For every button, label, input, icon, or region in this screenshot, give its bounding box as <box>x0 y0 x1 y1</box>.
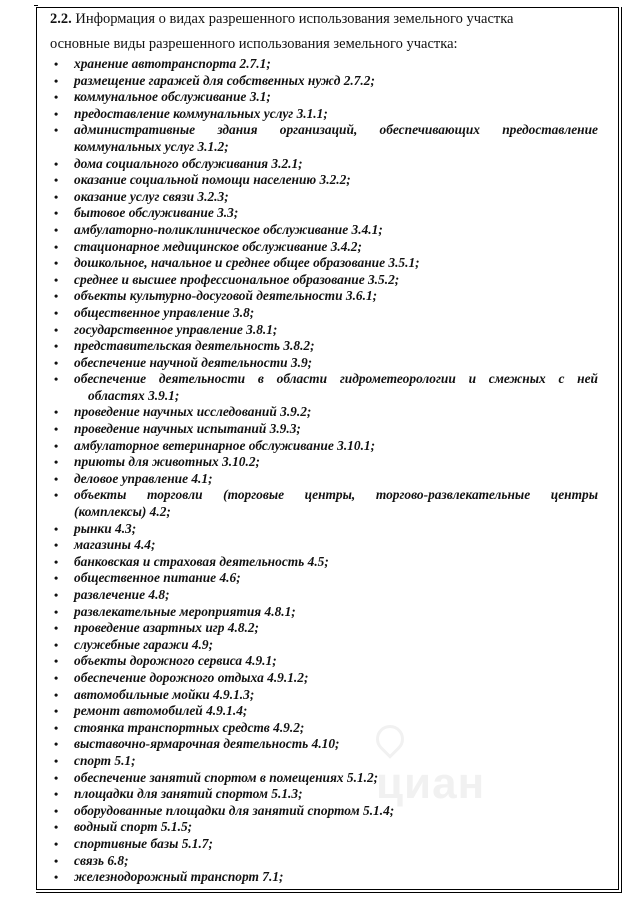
bullet-icon: • <box>54 272 59 287</box>
list-item-text: предоставление коммунальных услуг 3.1.1; <box>74 105 328 121</box>
list-item <box>50 355 598 372</box>
list-item <box>50 255 598 272</box>
list-item-text: развлекательные мероприятия 4.8.1; <box>74 603 296 619</box>
bullet-icon: • <box>54 173 59 188</box>
list-item <box>50 637 598 654</box>
section-number: 2.2. <box>50 11 72 27</box>
list-item-text: объекты торговли (торговые центры, торгово-развлекательные центры <box>74 487 598 503</box>
watermark-text: циан <box>376 759 486 808</box>
list-item-text: оборудованные площадки для занятий спортом 5.1.4; <box>74 802 395 818</box>
list-item-text: административные здания организаций, обеспечивающих предоставление <box>74 122 598 138</box>
list-item-continuation: областях 3.9.1; <box>88 387 180 403</box>
list-item <box>50 770 598 787</box>
list-item <box>50 521 598 538</box>
bullet-icon: • <box>54 289 59 304</box>
list-item <box>50 222 598 239</box>
list-item-text: спорт 5.1; <box>74 752 136 768</box>
list-item-text: представительская деятельность 3.8.2; <box>74 338 315 354</box>
list-item <box>50 620 598 637</box>
list-item <box>50 106 598 123</box>
list-item <box>50 853 598 870</box>
list-item-text: банковская и страховая деятельность 4.5; <box>74 553 329 569</box>
list-item <box>50 587 598 604</box>
list-item-text: государственное управление 3.8.1; <box>74 321 278 337</box>
list-item-text: проведение научных исследований 3.9.2; <box>74 404 312 420</box>
list-item-text: хранение автотранспорта 2.7.1; <box>74 56 271 71</box>
list-item-text: выставочно-ярмарочная деятельность 4.10; <box>74 736 340 752</box>
bullet-icon: • <box>54 438 59 453</box>
list-item <box>50 421 598 438</box>
list-item <box>50 736 598 753</box>
list-item-text: обеспечение дорожного отдыха 4.9.1.2; <box>74 669 309 685</box>
list-item <box>50 703 598 720</box>
bullet-icon: • <box>54 455 59 470</box>
list-item-text: служебные гаражи 4.9; <box>74 636 214 652</box>
list-item <box>50 554 598 571</box>
bullet-icon: • <box>54 488 59 503</box>
list-item <box>50 89 598 106</box>
list-item <box>50 836 598 853</box>
bullet-icon: • <box>54 604 59 619</box>
list-item <box>50 720 598 737</box>
list-item-text: развлечение 4.8; <box>74 587 170 602</box>
list-item <box>50 487 598 520</box>
list-item <box>50 239 598 256</box>
bullet-icon: • <box>54 704 59 719</box>
bullet-icon: • <box>54 339 59 354</box>
list-item-text: дошкольное, начальное и среднее общее образование 3.5.1; <box>74 255 420 271</box>
list-item-text: амбулаторно-поликлиническое обслуживание 3.4.1; <box>74 221 383 237</box>
list-item <box>50 570 598 587</box>
list-item-text: оказание услуг связи 3.2.3; <box>74 188 229 204</box>
bullet-icon: • <box>54 521 59 536</box>
bullet-icon: • <box>54 820 59 835</box>
list-item-text: деловое управление 4.1; <box>74 470 213 486</box>
bullet-icon: • <box>54 106 59 121</box>
list-item <box>50 819 598 836</box>
list-item <box>50 786 598 803</box>
list-item-text: оказание социальной помощи населению 3.2.2; <box>74 172 351 188</box>
bullet-icon: • <box>54 189 59 204</box>
list-item <box>50 604 598 621</box>
bullet-icon: • <box>54 123 59 138</box>
list-item <box>50 122 598 155</box>
bullet-icon: • <box>54 720 59 735</box>
list-item-text: амбулаторное ветеринарное обслуживание 3.10.1; <box>74 437 376 453</box>
bullet-icon: • <box>54 422 59 437</box>
list-item <box>50 471 598 488</box>
list-item <box>50 869 598 886</box>
bullet-icon: • <box>54 803 59 818</box>
list-item <box>50 653 598 670</box>
bullet-icon: • <box>54 322 59 337</box>
bullet-icon: • <box>54 222 59 237</box>
bullet-icon: • <box>54 57 59 71</box>
list-item <box>50 288 598 305</box>
frame-shadow-right <box>621 7 622 893</box>
bullet-icon: • <box>54 787 59 802</box>
bullet-icon: • <box>54 737 59 752</box>
bullet-icon: • <box>54 637 59 652</box>
bullet-icon: • <box>54 305 59 320</box>
list-item <box>50 687 598 704</box>
list-item <box>50 753 598 770</box>
list-item-text: объекты культурно-досуговой деятельности 3.6.1; <box>74 288 378 304</box>
bullet-icon: • <box>54 90 59 105</box>
section-heading <box>50 9 598 29</box>
list-item-text: размещение гаражей для собственных нужд 2.7.2; <box>74 72 375 88</box>
bullet-icon: • <box>54 836 59 851</box>
list-item-text: стационарное медицинское обслуживание 3.4.2; <box>74 238 362 254</box>
list-item <box>50 56 598 73</box>
bullet-icon: • <box>54 687 59 702</box>
list-item-text: обеспечение деятельности в области гидрометеорологии и смежных с ней <box>74 371 598 387</box>
list-item-text: рынки 4.3; <box>74 520 137 536</box>
list-item-text: дома социального обслуживания 3.2.1; <box>74 155 303 171</box>
list-item <box>50 73 598 90</box>
bullet-icon: • <box>54 654 59 669</box>
list-item-text: общественное питание 4.6; <box>74 570 241 586</box>
list-item-text: стоянка транспортных средств 4.9.2; <box>74 719 305 735</box>
list-item-text: приюты для животных 3.10.2; <box>74 454 260 470</box>
list-item <box>50 537 598 554</box>
list-item-text: общественное управление 3.8; <box>74 304 255 320</box>
bullet-icon: • <box>54 870 59 885</box>
list-item-text: обеспечение занятий спортом в помещениях 5.1.2; <box>74 769 379 785</box>
bullet-icon: • <box>54 670 59 685</box>
frame-corner-mark <box>34 5 38 6</box>
document-content <box>50 9 598 886</box>
bullet-icon: • <box>54 621 59 636</box>
list-item <box>50 156 598 173</box>
list-item <box>50 322 598 339</box>
list-item-text: объекты дорожного сервиса 4.9.1; <box>74 653 277 669</box>
list-item-text: бытовое обслуживание 3.3; <box>74 205 239 221</box>
list-item-text: водный спорт 5.1.5; <box>74 819 193 835</box>
list-item <box>50 404 598 421</box>
bullet-icon: • <box>54 753 59 768</box>
list-item-text: связь 6.8; <box>74 852 129 868</box>
list-item-text: автомобильные мойки 4.9.1.3; <box>74 686 255 702</box>
bullet-icon: • <box>54 405 59 420</box>
section-title: Информация о видах разрешенного использования земельного участка <box>75 11 514 27</box>
list-item <box>50 803 598 820</box>
list-item-text: проведение азартных игр 4.8.2; <box>74 620 260 636</box>
bullet-icon: • <box>54 256 59 271</box>
bullet-icon: • <box>54 239 59 254</box>
list-item-continuation: коммунальных услуг 3.1.2; <box>74 138 229 154</box>
list-item <box>50 371 598 404</box>
list-item <box>50 205 598 222</box>
bullet-icon: • <box>54 770 59 785</box>
list-item <box>50 305 598 322</box>
list-item <box>50 454 598 471</box>
list-item-text: площадки для занятий спортом 5.1.3; <box>74 786 303 802</box>
list-item-text: обеспечение научной деятельности 3.9; <box>74 354 313 370</box>
list-item-text: коммунальное обслуживание 3.1; <box>74 89 271 105</box>
list-item-text: спортивные базы 5.1.7; <box>74 835 213 851</box>
bullet-icon: • <box>54 156 59 171</box>
bullet-icon: • <box>54 355 59 370</box>
bullet-icon: • <box>54 554 59 569</box>
bullet-icon: • <box>54 853 59 868</box>
bullet-icon: • <box>54 73 59 88</box>
list-item-text: ремонт автомобилей 4.9.1.4; <box>74 703 248 719</box>
bullet-icon: • <box>54 206 59 221</box>
bullet-icon: • <box>54 571 59 586</box>
list-item <box>50 338 598 355</box>
list-intro: основные виды разрешенного использования земельного участка: <box>50 36 458 52</box>
list-item <box>50 438 598 455</box>
list-item <box>50 670 598 687</box>
list-item-text: магазины 4.4; <box>74 537 156 553</box>
list-item <box>50 272 598 289</box>
bullet-icon: • <box>54 588 59 602</box>
list-item-text: среднее и высшее профессиональное образование 3.5.2; <box>74 271 400 287</box>
list-item <box>50 189 598 206</box>
bullet-icon: • <box>54 471 59 486</box>
list-item-text: проведение научных испытаний 3.9.3; <box>74 421 301 437</box>
bullet-icon: • <box>54 372 59 387</box>
permitted-uses-list <box>50 56 598 886</box>
list-item <box>50 172 598 189</box>
list-item-text: железнодорожный транспорт 7.1; <box>74 869 284 885</box>
list-item-continuation: (комплексы) 4.2; <box>74 504 171 520</box>
frame-shadow-bottom <box>36 892 622 893</box>
bullet-icon: • <box>54 538 59 553</box>
